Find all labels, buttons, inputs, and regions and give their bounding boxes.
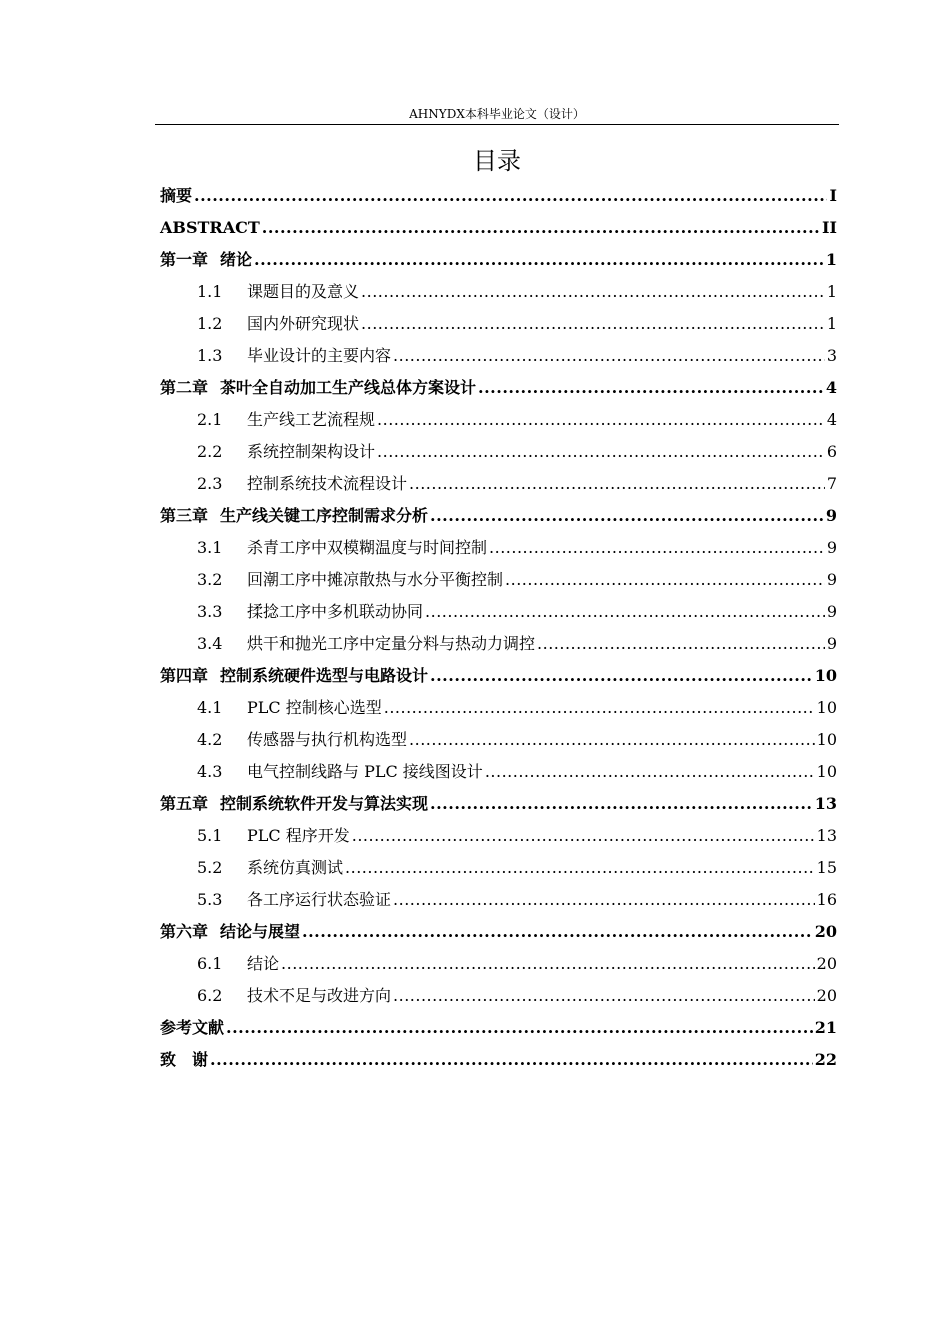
toc-dot-leader — [485, 756, 815, 788]
toc-entry-title: ABSTRACT — [160, 218, 260, 237]
toc-entry-title: 传感器与执行机构选型 — [247, 730, 408, 749]
toc-section-entry[interactable] — [160, 884, 837, 916]
toc-dot-leader — [393, 884, 815, 916]
toc-section-entry[interactable] — [160, 692, 837, 724]
toc-dot-leader — [377, 404, 825, 436]
toc-entry-title: 生产线工艺流程规 — [247, 410, 376, 429]
toc-section-entry[interactable] — [160, 468, 837, 500]
toc-dot-leader — [430, 660, 813, 692]
toc-page-number: 22 — [814, 1050, 837, 1069]
toc-entry-number: 第六章 — [160, 922, 209, 941]
toc-entry-title: 电气控制线路与 PLC 接线图设计 — [247, 762, 483, 781]
toc-chapter-entry[interactable] — [160, 1012, 837, 1044]
toc-entry-number: 5.1 — [197, 826, 223, 845]
toc-entry-number: 2.1 — [197, 410, 223, 429]
toc-entry-number: 5.2 — [197, 858, 223, 877]
toc-dot-leader — [384, 692, 815, 724]
toc-entry-title: 生产线关键工序控制需求分析 — [220, 506, 429, 525]
toc-entry-number: 2.3 — [197, 474, 223, 493]
toc-entry-title: 控制系统技术流程设计 — [247, 474, 408, 493]
toc-section-entry[interactable] — [160, 820, 837, 852]
toc-page-number: 1 — [825, 250, 837, 269]
table-of-contents — [160, 180, 837, 1076]
toc-dot-leader — [352, 820, 815, 852]
toc-dot-leader — [425, 596, 825, 628]
toc-dot-leader — [537, 628, 825, 660]
toc-entry-number: 4.3 — [197, 762, 223, 781]
toc-entry-number: 第四章 — [160, 666, 209, 685]
toc-chapter-entry[interactable] — [160, 500, 837, 532]
toc-page-number: 3 — [826, 346, 837, 365]
toc-entry-title: 系统控制架构设计 — [247, 442, 376, 461]
toc-entry-number: 2.2 — [197, 442, 223, 461]
toc-page-number: 10 — [816, 730, 837, 749]
toc-page-number: 15 — [816, 858, 837, 877]
toc-entry-number: 3.1 — [197, 538, 223, 557]
toc-entry-number: 第一章 — [160, 250, 209, 269]
toc-entry-title: 致 谢 — [160, 1050, 209, 1069]
toc-entry-title: 结论与展望 — [220, 922, 301, 941]
toc-page-number: 6 — [826, 442, 837, 461]
toc-page-number: II — [822, 218, 837, 237]
toc-entry-title: 毕业设计的主要内容 — [247, 346, 392, 365]
toc-section-entry[interactable] — [160, 852, 837, 884]
toc-entry-number: 第五章 — [160, 794, 209, 813]
toc-entry-number: 4.2 — [197, 730, 223, 749]
toc-chapter-entry[interactable] — [160, 660, 837, 692]
toc-section-entry[interactable] — [160, 436, 837, 468]
toc-page-number: 4 — [825, 378, 837, 397]
toc-page-number: 20 — [816, 954, 837, 973]
toc-entry-title: 控制系统硬件选型与电路设计 — [220, 666, 429, 685]
toc-entry-title: 结论 — [247, 954, 280, 973]
toc-page-number: 10 — [816, 762, 837, 781]
toc-dot-leader — [489, 532, 825, 564]
toc-chapter-entry[interactable] — [160, 916, 837, 948]
toc-entry-title: 烘干和抛光工序中定量分料与热动力调控 — [247, 634, 536, 653]
toc-entry-title: 课题目的及意义 — [247, 282, 360, 301]
toc-dot-leader — [409, 724, 815, 756]
toc-entry-title: 技术不足与改进方向 — [247, 986, 392, 1005]
header-text: AHNYDX本科毕业论文（设计） — [409, 107, 585, 121]
toc-dot-leader — [430, 500, 824, 532]
toc-page-number: 1 — [826, 282, 837, 301]
toc-page-number: 9 — [826, 538, 837, 557]
toc-section-entry[interactable] — [160, 628, 837, 660]
toc-section-entry[interactable] — [160, 404, 837, 436]
toc-dot-leader — [226, 1012, 813, 1044]
toc-entry-title: 回潮工序中摊凉散热与水分平衡控制 — [247, 570, 504, 589]
toc-page-number: 16 — [816, 890, 837, 909]
toc-section-entry[interactable] — [160, 532, 837, 564]
toc-dot-leader — [361, 308, 825, 340]
toc-page-number: 7 — [826, 474, 837, 493]
toc-dot-leader — [505, 564, 825, 596]
toc-page-number: 13 — [814, 794, 837, 813]
toc-entry-title: 摘要 — [160, 186, 193, 205]
toc-chapter-entry[interactable] — [160, 788, 837, 820]
toc-page-number: 9 — [826, 570, 837, 589]
toc-page-number: 20 — [814, 922, 837, 941]
toc-chapter-entry[interactable] — [160, 372, 837, 404]
toc-page-number: 1 — [826, 314, 837, 333]
toc-page-number: 10 — [814, 666, 837, 685]
toc-page-number: I — [829, 186, 837, 205]
toc-page-number: 13 — [816, 826, 837, 845]
toc-section-entry[interactable] — [160, 564, 837, 596]
toc-entry-number: 1.2 — [197, 314, 223, 333]
toc-entry-title: 控制系统软件开发与算法实现 — [220, 794, 429, 813]
toc-dot-leader — [393, 980, 815, 1012]
toc-entry-number: 第三章 — [160, 506, 209, 525]
toc-page-number: 9 — [826, 602, 837, 621]
toc-dot-leader — [194, 180, 827, 212]
toc-page-number: 21 — [814, 1018, 837, 1037]
toc-dot-leader — [393, 340, 825, 372]
toc-section-entry[interactable] — [160, 980, 837, 1012]
toc-section-entry[interactable] — [160, 340, 837, 372]
toc-section-entry[interactable] — [160, 308, 837, 340]
toc-dot-leader — [377, 436, 825, 468]
toc-section-entry[interactable] — [160, 724, 837, 756]
toc-chapter-entry[interactable] — [160, 244, 837, 276]
toc-entry-title: 系统仿真测试 — [247, 858, 344, 877]
toc-dot-leader — [254, 244, 824, 276]
toc-entry-number: 6.2 — [197, 986, 223, 1005]
toc-section-entry[interactable] — [160, 756, 837, 788]
toc-entry-number: 1.1 — [197, 282, 223, 301]
toc-page-number: 9 — [825, 506, 837, 525]
toc-entry-title: 揉捻工序中多机联动协同 — [247, 602, 424, 621]
toc-entry-title: 茶叶全自动加工生产线总体方案设计 — [220, 378, 477, 397]
toc-entry-number: 3.4 — [197, 634, 223, 653]
toc-dot-leader — [302, 916, 813, 948]
toc-chapter-entry[interactable] — [160, 212, 837, 244]
toc-page-number: 20 — [816, 986, 837, 1005]
toc-entry-title: 杀青工序中双模糊温度与时间控制 — [247, 538, 488, 557]
toc-entry-title: 参考文献 — [160, 1018, 225, 1037]
toc-entry-title: 各工序运行状态验证 — [247, 890, 392, 909]
toc-page-number: 9 — [826, 634, 837, 653]
toc-entry-number: 5.3 — [197, 890, 223, 909]
toc-page-number: 4 — [826, 410, 837, 429]
toc-dot-leader — [345, 852, 815, 884]
toc-entry-number: 第二章 — [160, 378, 209, 397]
toc-section-entry[interactable] — [160, 596, 837, 628]
toc-page-number: 10 — [816, 698, 837, 717]
toc-dot-leader — [210, 1044, 813, 1076]
toc-section-entry[interactable] — [160, 948, 837, 980]
toc-title: 目录 — [473, 147, 521, 175]
toc-entry-number: 3.3 — [197, 602, 223, 621]
toc-dot-leader — [478, 372, 824, 404]
toc-dot-leader — [409, 468, 825, 500]
toc-entry-title: 绪论 — [220, 250, 253, 269]
toc-entry-title: 国内外研究现状 — [247, 314, 360, 333]
toc-entry-number: 1.3 — [197, 346, 223, 365]
toc-entry-number: 6.1 — [197, 954, 223, 973]
toc-chapter-entry[interactable] — [160, 180, 837, 212]
toc-section-entry[interactable] — [160, 276, 837, 308]
toc-entry-number: 3.2 — [197, 570, 223, 589]
toc-dot-leader — [361, 276, 825, 308]
toc-entry-number: 4.1 — [197, 698, 223, 717]
page-header — [155, 104, 839, 125]
toc-entry-title: PLC 程序开发 — [247, 826, 350, 845]
toc-chapter-entry[interactable] — [160, 1044, 837, 1076]
toc-dot-leader — [430, 788, 813, 820]
toc-dot-leader — [262, 212, 820, 244]
toc-dot-leader — [281, 948, 815, 980]
toc-entry-title: PLC 控制核心选型 — [247, 698, 382, 717]
